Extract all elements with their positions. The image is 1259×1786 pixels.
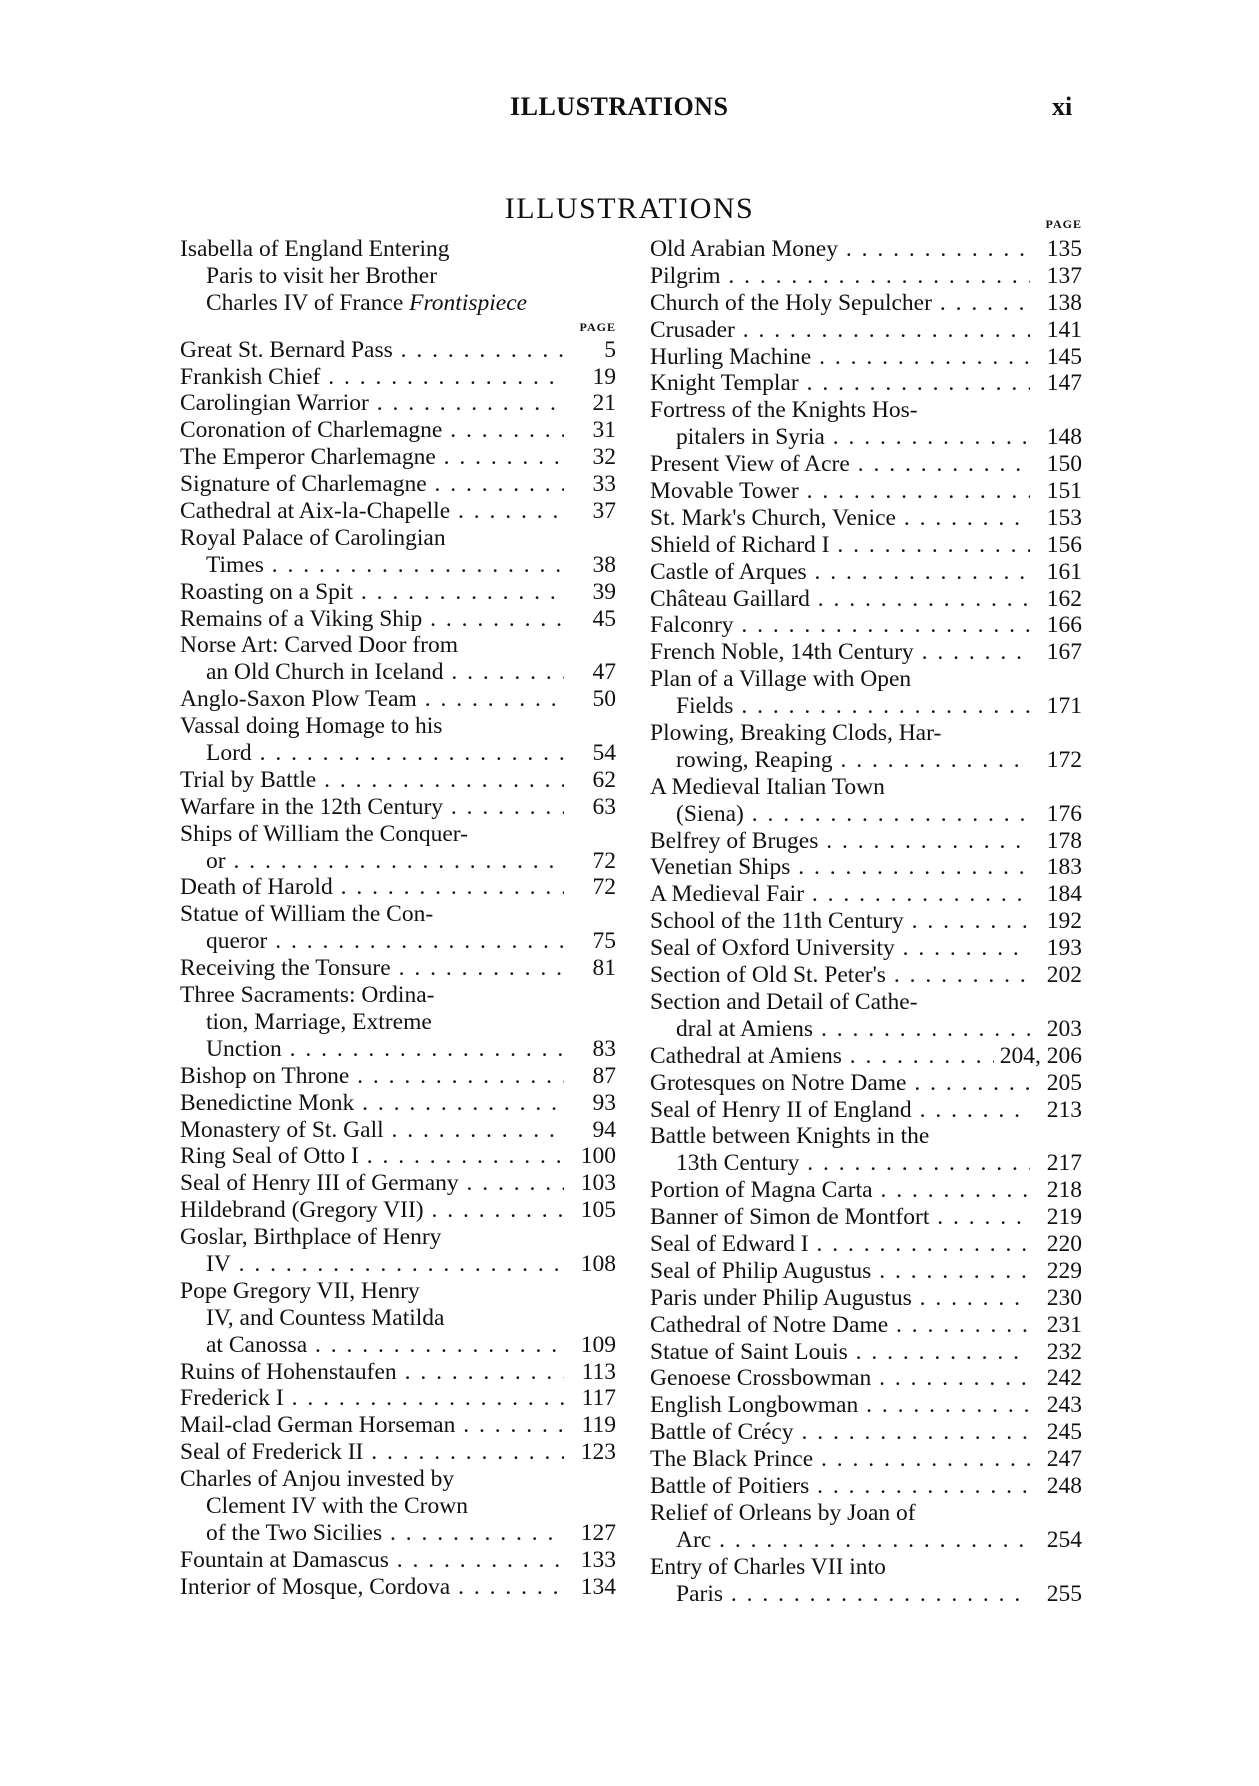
list-item	[650, 989, 1082, 1016]
entry-page-number: 151	[1030, 478, 1082, 505]
list-item	[650, 962, 1082, 989]
list-item	[650, 236, 1082, 263]
list-item	[650, 451, 1082, 478]
entry-page-number: 75	[564, 928, 616, 955]
entry-title: pitalers in Syria . . .	[650, 424, 1030, 451]
list-item	[180, 1224, 616, 1251]
entry-title: Battle of Poitiers . . .	[650, 1473, 1030, 1500]
entry-title: Royal Palace of Carolingian	[180, 524, 446, 551]
entry-title: Seal of Philip Augustus . . .	[650, 1258, 1030, 1285]
list-item	[180, 1520, 616, 1547]
entry-title: Great St. Bernard Pass . . .	[180, 337, 564, 364]
list-item	[180, 606, 616, 633]
list-item	[650, 747, 1082, 774]
illustration-list-left	[180, 236, 616, 1601]
entry-page-number: 72	[564, 874, 616, 901]
entry-title: Battle between Knights in the	[650, 1123, 930, 1150]
entry-title: Times . . .	[180, 552, 564, 579]
list-item	[650, 1177, 1082, 1204]
entry-title: A Medieval Fair . . .	[650, 881, 1030, 908]
entry-page-number: 5	[564, 337, 616, 364]
list-item	[650, 854, 1082, 881]
entry-title: Seal of Edward I . . .	[650, 1231, 1030, 1258]
list-item	[180, 1278, 616, 1305]
page-title: ILLUSTRATIONS	[504, 192, 755, 225]
entry-page-number: 255	[1030, 1581, 1082, 1608]
page-number: xi	[1052, 92, 1073, 121]
list-item	[650, 1231, 1082, 1258]
frontispiece-marker: Frontispiece	[409, 289, 528, 316]
entry-page-number: 156	[1030, 532, 1082, 559]
entry-title: Three Sacraments: Ordina-	[180, 982, 435, 1009]
entry-title: Clement IV with the Crown	[206, 1492, 468, 1519]
entry-title: Ships of William the Conquer-	[180, 820, 468, 847]
entry-page-number: 138	[1030, 290, 1082, 317]
entry-title: Mail-clad German Horseman . . .	[180, 1412, 564, 1439]
entry-title: Benedictine Monk . . .	[180, 1090, 564, 1117]
entry-title: A Medieval Italian Town	[650, 773, 885, 800]
entry-page-number: 62	[564, 767, 616, 794]
entry-title: Crusader . . .	[650, 317, 1030, 344]
entry-page-number: 231	[1030, 1312, 1082, 1339]
left-entries	[180, 337, 616, 1601]
entry-title: 13th Century . . .	[650, 1150, 1030, 1177]
entry-page-number: 50	[564, 686, 616, 713]
entry-page-number: 134	[564, 1574, 616, 1601]
entry-page-number: 167	[1030, 639, 1082, 666]
list-item	[650, 1581, 1082, 1608]
list-item	[180, 740, 616, 767]
entry-title: (Siena) . . .	[650, 801, 1030, 828]
entry-title: Château Gaillard . . .	[650, 586, 1030, 613]
entry-title: Belfrey of Bruges . . .	[650, 828, 1030, 855]
list-item	[650, 881, 1082, 908]
list-item	[180, 1090, 616, 1117]
entry-page-number: 229	[1030, 1258, 1082, 1285]
entry-page-number: 205	[1030, 1070, 1082, 1097]
entry-title: Charles of Anjou invested by	[180, 1466, 455, 1493]
list-item	[180, 1197, 616, 1224]
entry-title: Fountain at Damascus . . .	[180, 1547, 564, 1574]
entry-title: Norse Art: Carved Door from	[180, 632, 459, 659]
entry-title: Roasting on a Spit . . .	[180, 579, 564, 606]
list-item	[180, 848, 616, 875]
entry-title: of the Two Sicilies . . .	[180, 1520, 564, 1547]
list-item	[180, 713, 616, 740]
list-item	[180, 1170, 616, 1197]
entry-page-number: 166	[1030, 612, 1082, 639]
list-item	[650, 935, 1082, 962]
entry-title: Frederick I . . .	[180, 1385, 564, 1412]
entry-page-number: 204, 206	[994, 1043, 1082, 1070]
entry-title: Paris . . .	[650, 1581, 1030, 1608]
entry-title: Paris to visit her Brother	[206, 262, 438, 289]
list-item	[180, 1493, 616, 1520]
entry-title: St. Mark's Church, Venice . . .	[650, 505, 1030, 532]
list-item	[650, 1123, 1082, 1150]
entry-page-number: 137	[1030, 263, 1082, 290]
entry-page-number: 39	[564, 579, 616, 606]
entry-page-number: 108	[564, 1251, 616, 1278]
entry-title: Battle of Crécy . . .	[650, 1419, 1030, 1446]
entry-page-number: 113	[564, 1359, 616, 1386]
entry-page-number: 242	[1030, 1365, 1082, 1392]
entry-page-number: 21	[564, 390, 616, 417]
entry-page-number: 93	[564, 1090, 616, 1117]
list-item	[650, 586, 1082, 613]
entry-page-number: 94	[564, 1117, 616, 1144]
list-item	[650, 908, 1082, 935]
list-item	[650, 1339, 1082, 1366]
list-item	[180, 1009, 616, 1036]
entry-page-number: 105	[564, 1197, 616, 1224]
list-item	[650, 1446, 1082, 1473]
entry-title: French Noble, 14th Century . . .	[650, 639, 1030, 666]
entry-page-number: 103	[564, 1170, 616, 1197]
entry-title: Entry of Charles VII into	[650, 1553, 886, 1580]
list-item	[180, 417, 616, 444]
list-item	[180, 498, 616, 525]
entry-title: Castle of Arques . . .	[650, 559, 1030, 586]
frontispiece-line	[180, 236, 616, 263]
entry-page-number: 183	[1030, 854, 1082, 881]
list-item	[180, 955, 616, 982]
list-item	[180, 1251, 616, 1278]
entry-page-number: 243	[1030, 1392, 1082, 1419]
entry-title: Warfare in the 12th Century . . .	[180, 794, 564, 821]
list-item	[650, 290, 1082, 317]
frontispiece-line	[180, 290, 616, 317]
list-item	[180, 1143, 616, 1170]
entry-page-number: 72	[564, 848, 616, 875]
entry-title: or . . .	[180, 848, 564, 875]
list-item	[180, 982, 616, 1009]
list-item	[180, 552, 616, 579]
entry-title: Carolingian Warrior . . .	[180, 390, 564, 417]
list-item	[650, 1365, 1082, 1392]
entry-title: Arc . . .	[650, 1527, 1030, 1554]
list-item	[650, 559, 1082, 586]
list-item	[650, 1285, 1082, 1312]
list-item	[650, 370, 1082, 397]
entry-page-number: 218	[1030, 1177, 1082, 1204]
list-item	[180, 1305, 616, 1332]
entry-title: Hildebrand (Gregory VII) . . .	[180, 1197, 564, 1224]
entry-page-number: 37	[564, 498, 616, 525]
list-item	[180, 1359, 616, 1386]
illustration-list-right	[650, 217, 1082, 1607]
entry-title: at Canossa . . .	[180, 1332, 564, 1359]
entry-title: Paris under Philip Augustus . . .	[650, 1285, 1030, 1312]
entry-title: Venetian Ships . . .	[650, 854, 1030, 881]
list-item	[180, 444, 616, 471]
entry-title: Bishop on Throne . . .	[180, 1063, 564, 1090]
page-column-label: PAGE	[1045, 217, 1082, 231]
entry-title: Knight Templar . . .	[650, 370, 1030, 397]
list-item	[650, 424, 1082, 451]
entry-title: rowing, Reaping . . .	[650, 747, 1030, 774]
list-item	[180, 1385, 616, 1412]
entry-page-number: 202	[1030, 962, 1082, 989]
entry-title: Seal of Frederick II . . .	[180, 1439, 564, 1466]
list-item	[650, 693, 1082, 720]
list-item	[650, 1419, 1082, 1446]
entry-title: Plan of a Village with Open	[650, 666, 912, 693]
entry-page-number: 192	[1030, 908, 1082, 935]
entry-title: Goslar, Birthplace of Henry	[180, 1224, 442, 1251]
list-item	[180, 1036, 616, 1063]
entry-title: Banner of Simon de Montfort . . .	[650, 1204, 1030, 1231]
entry-page-number: 161	[1030, 559, 1082, 586]
list-item	[650, 397, 1082, 424]
list-item	[650, 1097, 1082, 1124]
entry-page-number: 248	[1030, 1473, 1082, 1500]
entry-title: Vassal doing Homage to his	[180, 713, 443, 740]
list-item	[650, 1527, 1082, 1554]
list-item	[650, 1070, 1082, 1097]
entry-page-number: 171	[1030, 693, 1082, 720]
entry-title: Statue of Saint Louis . . .	[650, 1339, 1030, 1366]
entry-title: tion, Marriage, Extreme	[206, 1008, 432, 1035]
entry-page-number: 31	[564, 417, 616, 444]
list-item	[180, 579, 616, 606]
entry-page-number: 38	[564, 552, 616, 579]
entry-page-number: 83	[564, 1036, 616, 1063]
entry-title: Grotesques on Notre Dame . . .	[650, 1070, 1030, 1097]
list-item	[180, 632, 616, 659]
entry-title: Frankish Chief . . .	[180, 364, 564, 391]
entry-title: Remains of a Viking Ship . . .	[180, 606, 564, 633]
list-item	[180, 821, 616, 848]
entry-page-number: 178	[1030, 828, 1082, 855]
running-head	[0, 92, 1259, 132]
entry-page-number: 109	[564, 1332, 616, 1359]
entry-page-number: 141	[1030, 317, 1082, 344]
entry-page-number: 203	[1030, 1016, 1082, 1043]
entry-page-number: 63	[564, 794, 616, 821]
entry-page-number: 247	[1030, 1446, 1082, 1473]
entry-page-number: 176	[1030, 801, 1082, 828]
list-item	[180, 767, 616, 794]
list-item	[650, 263, 1082, 290]
entry-page-number: 100	[564, 1143, 616, 1170]
list-item	[650, 317, 1082, 344]
entry-page-number: 81	[564, 955, 616, 982]
entry-page-number: 135	[1030, 236, 1082, 263]
entry-title: IV . . .	[180, 1251, 564, 1278]
entry-title: Interior of Mosque, Cordova . . .	[180, 1574, 564, 1601]
entry-title: Hurling Machine . . .	[650, 344, 1030, 371]
entry-title: dral at Amiens . . .	[650, 1016, 1030, 1043]
list-item	[180, 337, 616, 364]
entry-page-number: 45	[564, 606, 616, 633]
entry-page-number: 54	[564, 740, 616, 767]
entry-page-number: 117	[564, 1385, 616, 1412]
entry-title: Present View of Acre . . .	[650, 451, 1030, 478]
entry-page-number: 213	[1030, 1097, 1082, 1124]
entry-title: Death of Harold . . .	[180, 874, 564, 901]
entry-title: Section of Old St. Peter's . . .	[650, 962, 1030, 989]
list-item	[180, 1466, 616, 1493]
entry-page-number: 123	[564, 1439, 616, 1466]
list-item	[650, 478, 1082, 505]
entry-page-number: 232	[1030, 1339, 1082, 1366]
entry-page-number: 33	[564, 471, 616, 498]
entry-title: queror . . .	[180, 928, 564, 955]
entry-title: Fortress of the Knights Hos-	[650, 397, 918, 424]
list-item	[650, 1204, 1082, 1231]
list-item	[180, 686, 616, 713]
list-item	[650, 1312, 1082, 1339]
entry-title: Cathedral of Notre Dame . . .	[650, 1312, 1030, 1339]
entry-title: Unction . . .	[180, 1036, 564, 1063]
entry-title: The Black Prince . . .	[650, 1446, 1030, 1473]
entry-title: Plowing, Breaking Clods, Har-	[650, 720, 942, 747]
entry-title: an Old Church in Iceland . . .	[180, 659, 564, 686]
entry-title: Pilgrim . . .	[650, 263, 1030, 290]
list-item	[650, 505, 1082, 532]
entry-title: Seal of Oxford University . . .	[650, 935, 1030, 962]
entry-title: Shield of Richard I . . .	[650, 532, 1030, 559]
running-head-title: ILLUSTRATIONS	[510, 92, 729, 121]
entry-title: Ring Seal of Otto I . . .	[180, 1143, 564, 1170]
list-item	[650, 666, 1082, 693]
entry-title: The Emperor Charlemagne . . .	[180, 444, 564, 471]
entry-title: Movable Tower . . .	[650, 478, 1030, 505]
entry-title: Section and Detail of Cathe-	[650, 988, 918, 1015]
entry-title: IV, and Countess Matilda	[206, 1304, 445, 1331]
list-item	[650, 639, 1082, 666]
list-item	[650, 774, 1082, 801]
entry-title: Anglo-Saxon Plow Team . . .	[180, 686, 564, 713]
right-entries	[650, 236, 1082, 1607]
frontispiece-line	[180, 263, 616, 290]
entry-title: Falconry . . .	[650, 612, 1030, 639]
list-item	[180, 794, 616, 821]
entry-page-number: 47	[564, 659, 616, 686]
list-item	[650, 1392, 1082, 1419]
list-item	[180, 1412, 616, 1439]
entry-page-number: 147	[1030, 370, 1082, 397]
list-item	[180, 874, 616, 901]
list-item	[180, 659, 616, 686]
list-item	[180, 928, 616, 955]
page-column-label: PAGE	[579, 319, 616, 334]
entry-page-number: 133	[564, 1547, 616, 1574]
list-item	[650, 1150, 1082, 1177]
entry-title: Signature of Charlemagne . . .	[180, 471, 564, 498]
entry-page-number: 184	[1030, 881, 1082, 908]
entry-title: Relief of Orleans by Joan of	[650, 1499, 916, 1526]
list-item	[180, 1547, 616, 1574]
entry-title: Trial by Battle . . .	[180, 767, 564, 794]
entry-title: Portion of Magna Carta . . .	[650, 1177, 1030, 1204]
entry-title: English Longbowman . . .	[650, 1392, 1030, 1419]
entry-page-number: 32	[564, 444, 616, 471]
list-item	[650, 532, 1082, 559]
list-item	[650, 344, 1082, 371]
list-item	[650, 828, 1082, 855]
entry-title: Cathedral at Aix-la-Chapelle . . .	[180, 498, 564, 525]
entry-page-number: 230	[1030, 1285, 1082, 1312]
entry-page-number: 145	[1030, 344, 1082, 371]
list-item	[650, 1500, 1082, 1527]
entry-title: Fields . . .	[650, 693, 1030, 720]
entry-title: Cathedral at Amiens . . .	[650, 1043, 994, 1070]
list-item	[180, 471, 616, 498]
list-item	[650, 801, 1082, 828]
entry-title: Ruins of Hohenstaufen . . .	[180, 1359, 564, 1386]
entry-page-number: 150	[1030, 451, 1082, 478]
entry-page-number: 19	[564, 364, 616, 391]
entry-page-number: 162	[1030, 586, 1082, 613]
entry-title: Seal of Henry III of Germany . . .	[180, 1170, 564, 1197]
entry-title: Statue of William the Con-	[180, 901, 434, 928]
list-item	[180, 1332, 616, 1359]
list-item	[180, 1439, 616, 1466]
entry-page-number: 153	[1030, 505, 1082, 532]
entry-page-number: 193	[1030, 935, 1082, 962]
entry-title: Seal of Henry II of England . . .	[650, 1097, 1030, 1124]
list-item	[650, 1554, 1082, 1581]
list-item	[650, 1016, 1082, 1043]
list-item	[180, 901, 616, 928]
list-item	[650, 720, 1082, 747]
entry-page-number: 148	[1030, 424, 1082, 451]
list-item	[650, 1258, 1082, 1285]
entry-title	[180, 290, 616, 317]
list-item	[650, 612, 1082, 639]
entry-title: Isabella of England Entering	[180, 236, 450, 262]
entry-title: Church of the Holy Sepulcher . . .	[650, 290, 1030, 317]
entry-title: Old Arabian Money . . .	[650, 236, 1030, 263]
entry-page-number: 172	[1030, 747, 1082, 774]
entry-title: Coronation of Charlemagne . . .	[180, 417, 564, 444]
list-item	[180, 390, 616, 417]
entry-page-number: 119	[564, 1412, 616, 1439]
list-item	[180, 1574, 616, 1601]
entry-page-number: 245	[1030, 1419, 1082, 1446]
entry-page-number: 219	[1030, 1204, 1082, 1231]
entry-title: School of the 11th Century . . .	[650, 908, 1030, 935]
list-item	[650, 1473, 1082, 1500]
list-item	[650, 1043, 1082, 1070]
list-item	[180, 1063, 616, 1090]
entry-page-number: 127	[564, 1520, 616, 1547]
list-item	[180, 364, 616, 391]
entry-title: Pope Gregory VII, Henry	[180, 1277, 420, 1304]
entry-page-number: 220	[1030, 1231, 1082, 1258]
entry-page-number: 254	[1030, 1527, 1082, 1554]
entry-title: Lord . . .	[180, 740, 564, 767]
entry-title: Genoese Crossbowman . . .	[650, 1365, 1030, 1392]
entry-title: Receiving the Tonsure . . .	[180, 955, 564, 982]
list-item	[180, 1117, 616, 1144]
entry-title: Monastery of St. Gall . . .	[180, 1117, 564, 1144]
entry-page-number: 87	[564, 1063, 616, 1090]
entry-title-text: Charles IV of France	[206, 289, 410, 316]
entry-page-number: 217	[1030, 1150, 1082, 1177]
list-item	[180, 525, 616, 552]
